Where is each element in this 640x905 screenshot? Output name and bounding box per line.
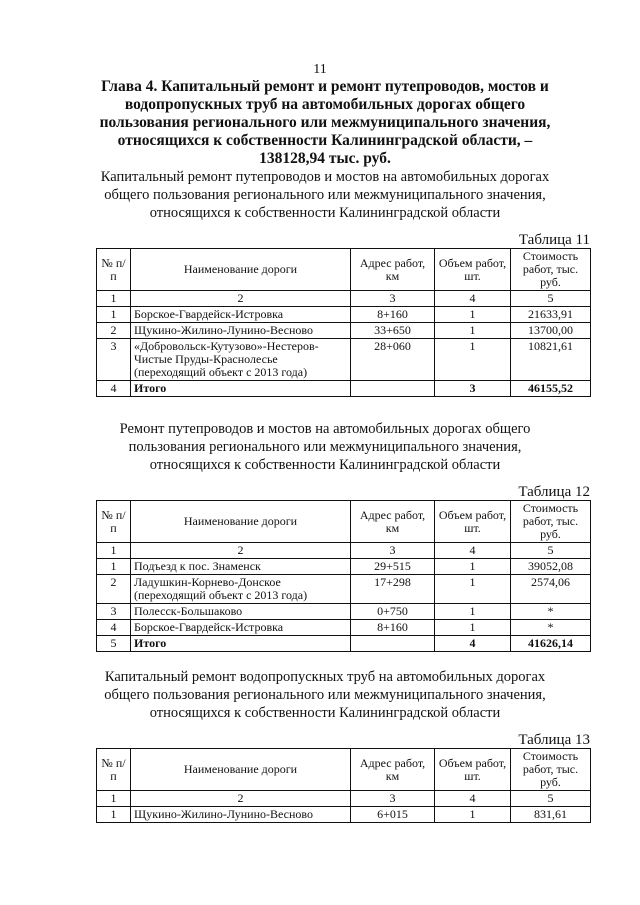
work-cost: 2574,06: [511, 575, 591, 604]
work-volume: 1: [435, 807, 511, 823]
table-13: [96, 748, 591, 823]
header-address: Адрес работ, км: [351, 501, 435, 543]
header-address: Адрес работ, км: [351, 249, 435, 291]
header-volume: Объем работ, шт.: [435, 749, 511, 791]
work-volume: 1: [435, 559, 511, 575]
total-volume: 3: [435, 381, 511, 397]
road-name: Щукино-Жилино-Лунино-Весново: [131, 323, 351, 339]
work-address: 28+060: [351, 339, 435, 381]
section-heading-11: Капитальный ремонт путепроводов и мостов на автомобильных дорогах общего пользования регионального или межмуниципального значения, относящихся к собственности Калининградской области: [100, 169, 550, 221]
work-volume: 1: [435, 604, 511, 620]
total-address: [351, 381, 435, 397]
road-name: «Добровольск-Кутузово»-Нестеров-Чистые Пруды-Краснолесье (переходящий объект с 2013 года): [131, 339, 351, 381]
col-number: 2: [131, 791, 351, 807]
work-cost: *: [511, 620, 591, 636]
table-row: [97, 620, 591, 636]
road-name: Борское-Гвардейск-Истровка: [131, 307, 351, 323]
total-cost: 46155,52: [511, 381, 591, 397]
road-name: Борское-Гвардейск-Истровка: [131, 620, 351, 636]
column-number-row: [97, 791, 591, 807]
table-row: [97, 307, 591, 323]
header-road-name: Наименование дороги: [131, 749, 351, 791]
table-row: [97, 339, 591, 381]
work-address: 8+160: [351, 307, 435, 323]
col-number: 4: [435, 543, 511, 559]
table-11: [96, 248, 591, 397]
road-name: Ладушкин-Корнево-Донское (переходящий объект с 2013 года): [131, 575, 351, 604]
road-name: Подъезд к пос. Знаменск: [131, 559, 351, 575]
header-volume: Объем работ, шт.: [435, 249, 511, 291]
table-total-row: [97, 636, 591, 652]
col-number: 1: [97, 543, 131, 559]
chapter-title: Глава 4. Капитальный ремонт и ремонт путепроводов, мостов и водопропускных труб на автомобильных дорогах общего пользования регионального или межмуниципального значения, относящихся к собственности Калининградской области, – 138128,94 тыс. руб.: [99, 78, 551, 167]
table-row: [97, 807, 591, 823]
header-address: Адрес работ, км: [351, 749, 435, 791]
row-num: 1: [97, 807, 131, 823]
header-road-name: Наименование дороги: [131, 501, 351, 543]
row-num: 3: [97, 339, 131, 381]
work-volume: 1: [435, 307, 511, 323]
total-label: Итого: [131, 381, 351, 397]
column-number-row: [97, 543, 591, 559]
row-num: 3: [97, 604, 131, 620]
table-caption-11: Таблица 11: [518, 232, 590, 248]
section-heading-13: Капитальный ремонт водопропускных труб на автомобильных дорогах общего пользования регионального или межмуниципального значения, относящихся к собственности Калининградской области: [104, 669, 546, 721]
row-num: 1: [97, 559, 131, 575]
row-num: 2: [97, 575, 131, 604]
header-cost: Стоимость работ, тыс. руб.: [511, 249, 591, 291]
section-heading-12: Ремонт путепроводов и мостов на автомобильных дорогах общего пользования регионального или межмуниципального значения, относящихся к собственности Калининградской области: [119, 421, 531, 473]
table-row: [97, 323, 591, 339]
table-row: [97, 559, 591, 575]
total-cost: 41626,14: [511, 636, 591, 652]
table-caption-13: Таблица 13: [518, 732, 590, 748]
work-address: 6+015: [351, 807, 435, 823]
total-volume: 4: [435, 636, 511, 652]
work-volume: 1: [435, 339, 511, 381]
work-cost: 13700,00: [511, 323, 591, 339]
col-number: 4: [435, 791, 511, 807]
work-address: 29+515: [351, 559, 435, 575]
table-total-row: [97, 381, 591, 397]
work-cost: 10821,61: [511, 339, 591, 381]
header-cost: Стоимость работ, тыс. руб.: [511, 749, 591, 791]
table-12: [96, 500, 591, 652]
header-road-name: Наименование дороги: [131, 249, 351, 291]
work-address: 0+750: [351, 604, 435, 620]
header-num: № п/п: [97, 749, 131, 791]
col-number: 1: [97, 791, 131, 807]
header-num: № п/п: [97, 249, 131, 291]
row-num: 5: [97, 636, 131, 652]
col-number: 1: [97, 291, 131, 307]
table-caption-12: Таблица 12: [518, 484, 590, 500]
road-name: Щукино-Жилино-Лунино-Весново: [131, 807, 351, 823]
total-address: [351, 636, 435, 652]
table-row: [97, 604, 591, 620]
column-number-row: [97, 291, 591, 307]
work-volume: 1: [435, 620, 511, 636]
col-number: 4: [435, 291, 511, 307]
work-address: 8+160: [351, 620, 435, 636]
total-label: Итого: [131, 636, 351, 652]
col-number: 3: [351, 291, 435, 307]
row-num: 4: [97, 620, 131, 636]
header-cost: Стоимость работ, тыс. руб.: [511, 501, 591, 543]
work-volume: 1: [435, 323, 511, 339]
col-number: 3: [351, 543, 435, 559]
col-number: 2: [131, 291, 351, 307]
col-number: 5: [511, 291, 591, 307]
road-name: Полесск-Большаково: [131, 604, 351, 620]
work-cost: 831,61: [511, 807, 591, 823]
row-num: 1: [97, 307, 131, 323]
work-volume: 1: [435, 575, 511, 604]
header-volume: Объем работ, шт.: [435, 501, 511, 543]
table-header-row: [97, 749, 591, 791]
row-num: 4: [97, 381, 131, 397]
table-row: [97, 575, 591, 604]
page-number: 11: [313, 62, 327, 77]
col-number: 3: [351, 791, 435, 807]
header-num: № п/п: [97, 501, 131, 543]
work-address: 33+650: [351, 323, 435, 339]
col-number: 2: [131, 543, 351, 559]
work-cost: *: [511, 604, 591, 620]
table-header-row: [97, 249, 591, 291]
col-number: 5: [511, 791, 591, 807]
row-num: 2: [97, 323, 131, 339]
work-cost: 39052,08: [511, 559, 591, 575]
col-number: 5: [511, 543, 591, 559]
table-header-row: [97, 501, 591, 543]
work-cost: 21633,91: [511, 307, 591, 323]
work-address: 17+298: [351, 575, 435, 604]
